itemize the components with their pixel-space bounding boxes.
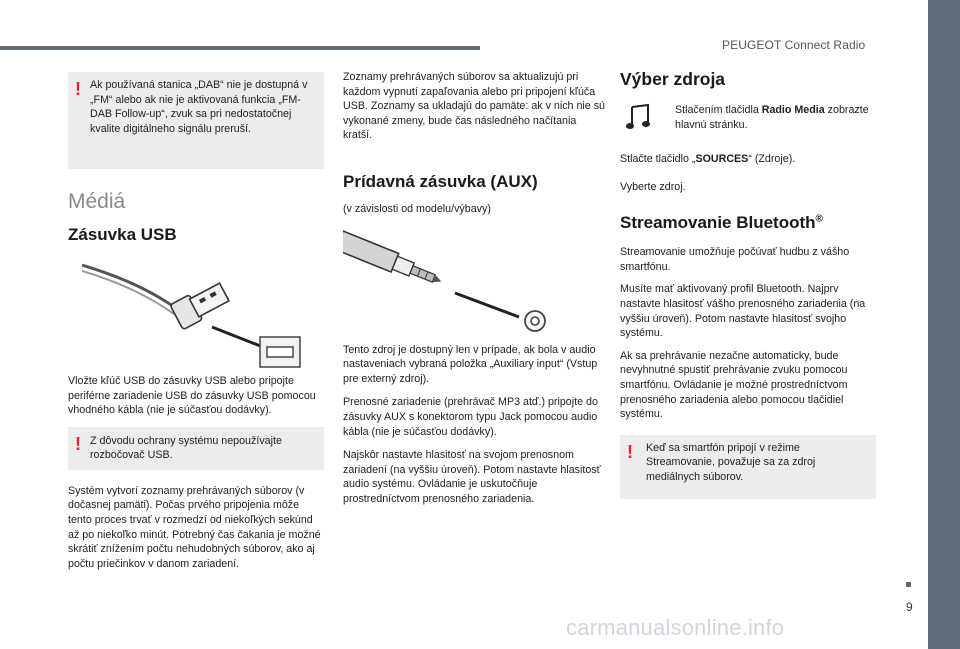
bluetooth-paragraph-3: Ak sa prehrávanie nezačne automaticky, bude nevyhnutné spustiť prehrávanie zvuku pomocou smartfónu. Ovládanie je možné prostredníctvom prenosného zariadenia alebo pomocou tlačidiel systému. [620,349,848,421]
warning-note-dab [68,72,324,169]
usb-title: Zásuvka USB [68,225,177,244]
bluetooth-paragraph-2: Musíte mať aktivovaný profil Bluetooth. Najprv nastavte hlasitosť vášho prenosného zariadenia (na vyššiu úroveň). Potom nastavte hlasitosť svojho systému. [620,283,866,340]
radio-media-text [675,103,875,132]
sources-instruction [620,152,876,167]
warning-exclamation-icon: ! [75,433,81,454]
radio-media-text-post: zobrazte hlavnú stránku. [675,104,869,131]
header-rule [0,46,480,50]
warning-exclamation-icon: ! [75,79,81,99]
usb-illustration [82,257,324,369]
aux-paragraph-1: Tento zdroj je dostupný len v prípade, ak bola v audio nastaveniach vybraná položka „Auxiliary input“ (Vstup pre externý zdroj). [343,343,598,385]
warning-text: Ak používaná stanica „DAB“ nie je dostupná v „FM“ alebo ak nie je aktivovaná funkcia „FM-DAB Follow-up“, zvuk sa pri nedostatočnej kvalite digitálneho signálu preruší. [90,79,308,135]
aux-paragraph-3: Najskôr nastavte hlasitosť na svojom prenosnom zariadení (na vyššiu úroveň). Potom nastavte hlasitosť audio systému. Ovládanie je uskutočňuje prostredníctvom prenosného zariadenia. [343,449,601,505]
usb-paragraph-2: Systém vytvorí zoznamy prehrávaných súborov (v dočasnej pamäti). Počas prvého pripojenia môže tento proces trvať v rozmedzí od niekoľkých sekúnd až po niekoľko minút. Potrebný čas čakania je možné skrátiť znížením počtu nehudobných súborov, ako aj počtu priečinkov v danom zariadení. [68,484,321,570]
bluetooth-title [620,213,876,233]
sources-text-post: “ (Zdroje). [748,153,796,165]
radio-media-instruction [620,103,876,143]
select-source-text: Vyberte zdroj. [620,180,686,193]
playlist-paragraph: Zoznamy prehrávaných súborov sa aktualizujú pri každom vypnutí zapaľovania alebo pri pripojení kľúča USB. Zoznamy sa ukladajú do pamäte: ak v nich nie sú vykonané zmeny, bude čas následného načítania kratší. [343,71,605,142]
warning-exclamation-icon: ! [627,441,633,462]
radio-media-button-label: Radio Media [761,104,825,116]
bluetooth-title-text: Streamovanie Bluetooth [620,213,816,233]
aux-subtitle: (v závislosti od modelu/výbavy) [343,202,491,215]
column-3 [620,70,876,499]
continue-marker [906,582,911,587]
page-number: 9 [906,600,913,614]
registered-mark: ® [815,213,823,225]
side-strip [928,0,960,649]
section-title-media: Médiá [68,190,126,213]
warning-text: Keď sa smartfón pripojí v režime Streamovanie, považuje sa za zdroj mediálnych súborov. [646,441,816,483]
source-title: Výber zdroja [620,69,726,89]
bluetooth-paragraph-1: Streamovanie umožňuje počúvať hudbu z vášho smartfónu. [620,246,850,273]
aux-title: Prídavná zásuvka (AUX) [343,171,538,191]
sources-button-label: SOURCES [695,153,749,165]
music-note-icon [626,103,652,136]
radio-media-text-pre: Stlačením tlačidla [675,104,762,116]
warning-note-hub [68,427,324,470]
warning-note-streaming [620,435,876,499]
column-2 [343,70,605,507]
header-brand: PEUGEOT Connect Radio [722,38,866,52]
sources-text-pre: Stlačte tlačidlo „ [620,153,696,165]
warning-text: Z dôvodu ochrany systému nepoužívajte rozbočovač USB. [90,434,282,462]
watermark: carmanualsonline.info [566,615,785,640]
column-1 [68,72,324,571]
usb-paragraph-1: Vložte kľúč USB do zásuvky USB alebo pripojte periférne zariadenie USB do zásuvky USB pomocou vhodného kábla (nie je súčasťou dodávky). [68,375,316,417]
aux-paragraph-2: Prenosné zariadenie (prehrávač MP3 atď.) pripojte do zásuvky AUX s konektorom typu Jack pomocou audio kábla (nie je súčasťou dodávky). [343,396,598,438]
aux-jack-illustration [343,223,605,337]
